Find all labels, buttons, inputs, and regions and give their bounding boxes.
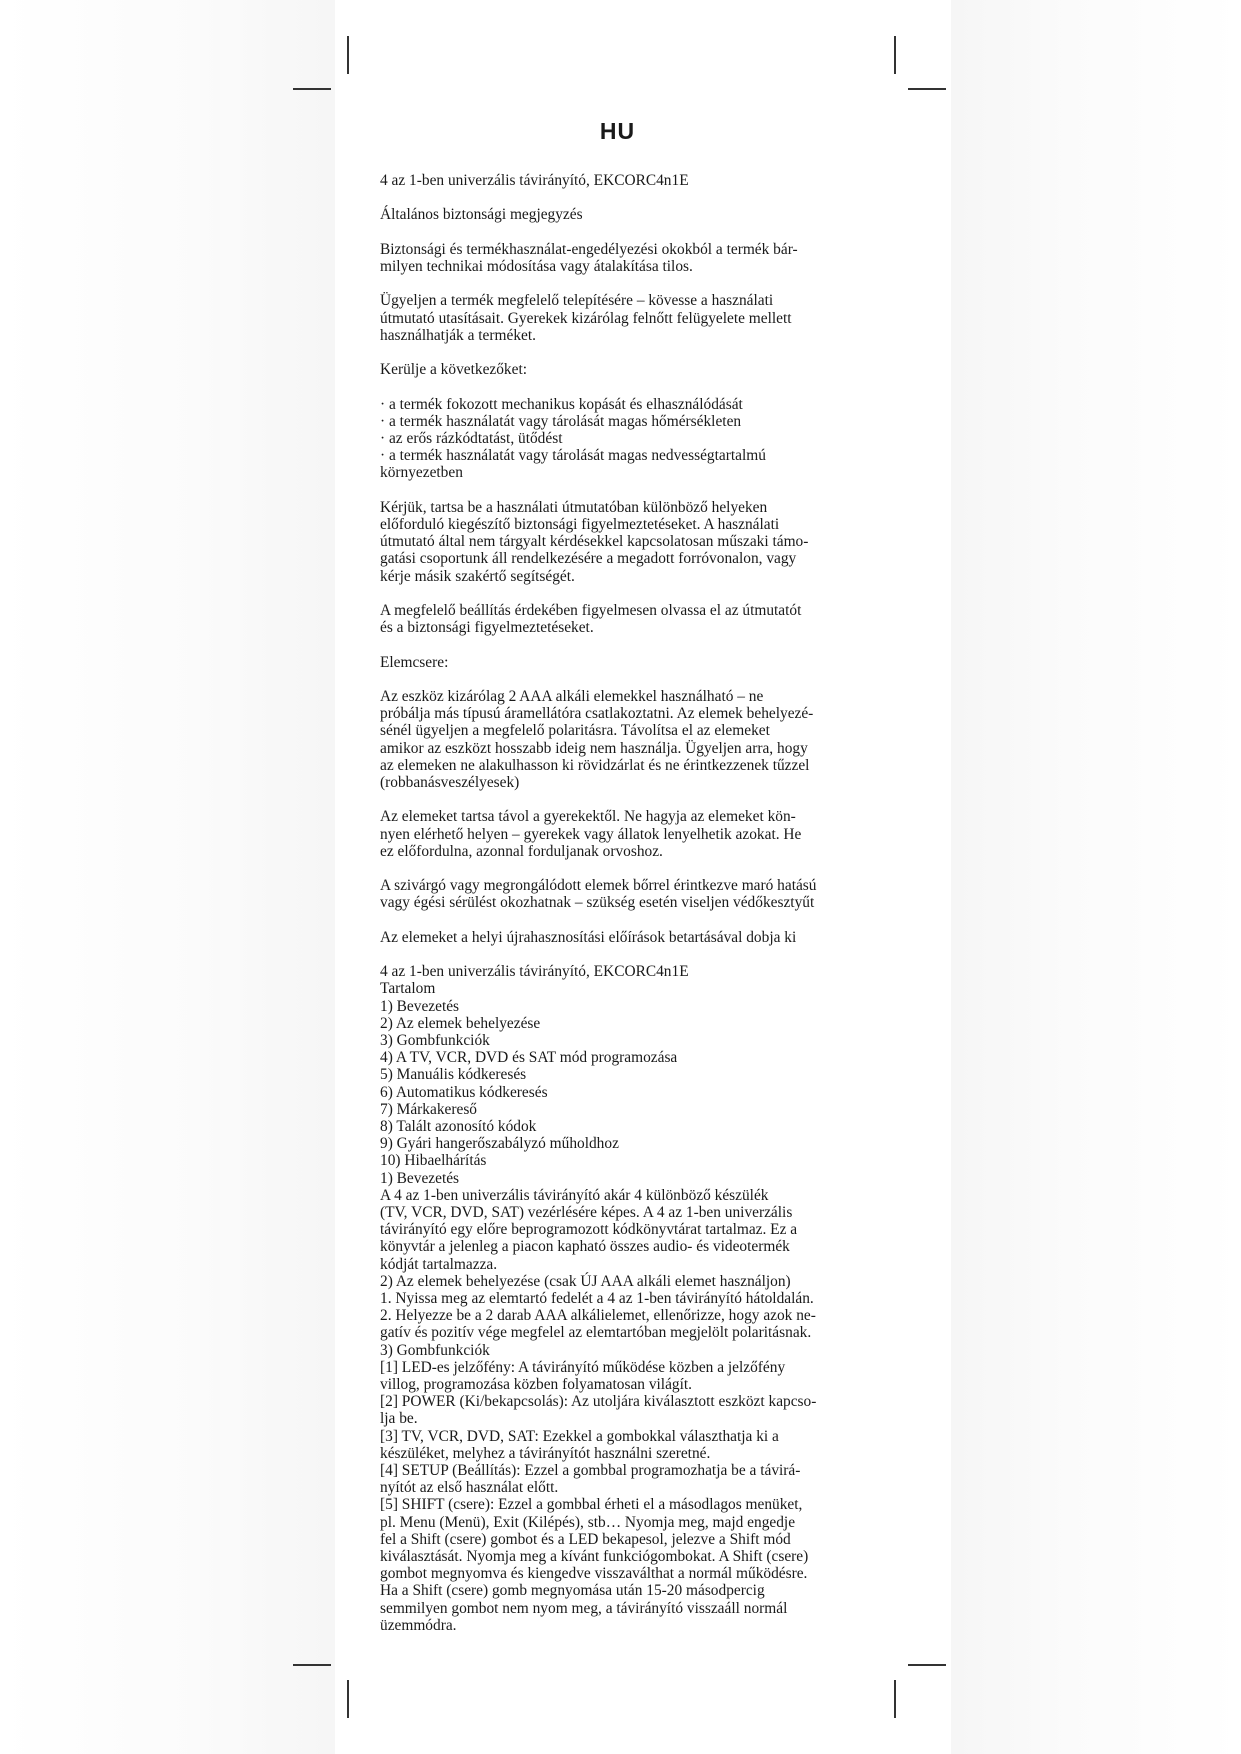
text-line: 1) Bevezetés	[380, 997, 460, 1015]
text-line: (TV, VCR, DVD, SAT) vezérlésére képes. A 4 az 1-ben univerzális	[380, 1203, 793, 1221]
text-line: · a termék használatát vagy tárolását magas nedvességtartalmú	[380, 447, 766, 465]
text-line: Biztonsági és termékhasználat-engedélyezési okokból a termék bár-	[380, 240, 798, 258]
text-line: útmutató utasításait. Gyerekek kizárólag felnőtt felügyelete mellett	[380, 309, 792, 327]
page-shadow-left	[0, 0, 335, 1754]
text-line: 5) Manuális kódkeresés	[380, 1066, 527, 1084]
text-line: A 4 az 1-ben univerzális távirányító akár 4 különböző készülék	[380, 1186, 769, 1204]
paragraph	[380, 499, 865, 585]
language-heading: HU	[599, 118, 636, 144]
text-line: 1) Bevezetés	[380, 1169, 460, 1187]
text-line: [1] LED-es jelzőfény: A távirányító működése közben a jelzőfény	[380, 1358, 786, 1376]
crop-mark-bottom-left	[347, 1680, 349, 1718]
text-line: · a termék fokozott mechanikus kopását és elhasználódását	[380, 395, 743, 413]
text-line: Ha a Shift (csere) gomb megnyomása után 15-20 másodpercig	[380, 1582, 765, 1600]
text-line: ez előfordulna, azonnal forduljanak orvoshoz.	[380, 842, 663, 860]
text-line: Tartalom	[380, 980, 436, 998]
paragraph	[380, 688, 865, 791]
text-line: 1. Nyissa meg az elemtartó fedelét a 4 az 1-ben távirányító hátoldalán.	[380, 1290, 814, 1307]
text-line: 10) Hibaelhárítás	[380, 1152, 487, 1170]
text-line: pl. Menu (Menü), Exit (Kilépés), stb… Nyomja meg, majd engedje	[380, 1513, 796, 1531]
text-line: útmutató által nem tárgyalt kérdésekkel kapcsolatosan műszaki támo-	[380, 533, 809, 551]
paragraph	[380, 241, 865, 275]
text-line: 4 az 1-ben univerzális távirányító, EKCORC4n1E	[380, 963, 689, 981]
text-line: 7) Márkakereső	[380, 1100, 478, 1118]
text-line: készüléket, melyhez a távirányítót használni szeretné.	[380, 1444, 711, 1462]
text-line: 2) Az elemek behelyezése	[380, 1014, 541, 1032]
text-line: könyvtár a jelenleg a piacon kapható összes audio- és videotermék	[380, 1238, 790, 1256]
text-line: 4 az 1-ben univerzális távirányító, EKCORC4n1E	[380, 172, 689, 189]
text-line: Kerülje a következőket:	[380, 361, 528, 379]
paragraph	[380, 877, 865, 911]
text-line: 4) A TV, VCR, DVD és SAT mód programozása	[380, 1049, 678, 1067]
paragraph	[380, 206, 865, 223]
text-line: Általános biztonsági megjegyzés	[380, 206, 583, 224]
paragraph	[380, 808, 865, 860]
page-shadow-right	[951, 0, 1241, 1754]
text-line: előforduló kiegészítő biztonsági figyelmeztetéseket. A használati	[380, 515, 780, 533]
text-line: üzemmódra.	[380, 1616, 457, 1634]
text-line: villog, programozása közben folyamatosan világít.	[380, 1376, 692, 1394]
text-line: lja be.	[380, 1410, 418, 1428]
crop-mark-top-right-horizontal	[908, 88, 946, 90]
text-line: kérje másik szakértő segítségét.	[380, 567, 575, 585]
text-line: semmilyen gombot nem nyom meg, a távirányító visszaáll normál	[380, 1599, 788, 1617]
text-line: · az erős rázkódtatást, ütődést	[380, 429, 563, 447]
text-line: próbálja más típusú áramellátóra csatlakoztatni. Az elemek behelyezé-	[380, 705, 814, 723]
text-line: használhatják a terméket.	[380, 326, 536, 344]
paragraph	[380, 929, 865, 946]
text-line: Elemcsere:	[380, 653, 449, 671]
crop-mark-top-left-horizontal	[293, 88, 331, 90]
text-line: nyen elérhető helyen – gyerekek vagy állatok lenyelhetik azokat. He	[380, 825, 802, 843]
text-line: Az eszköz kizárólag 2 AAA alkáli elemekkel használható – ne	[380, 687, 764, 705]
text-line: az elemeken ne alakulhasson ki rövidzárlat és ne érintkezzenek tűzzel	[380, 756, 810, 774]
text-line: Ügyeljen a termék megfelelő telepítésére – kövesse a használati	[380, 292, 774, 310]
text-line: 3) Gombfunkciók	[380, 1341, 490, 1359]
text-line: 8) Talált azonosító kódok	[380, 1117, 537, 1135]
text-line: 2) Az elemek behelyezése (csak ÚJ AAA alkáli elemet használjon)	[380, 1272, 791, 1290]
text-line: · a termék használatát vagy tárolását magas hőmérsékleten	[380, 412, 742, 430]
crop-mark-top-right	[894, 36, 896, 74]
text-line: amikor az eszközt hosszabb ideig nem használja. Ügyeljen arra, hogy	[380, 739, 808, 757]
crop-mark-top-left	[347, 36, 349, 74]
text-line: 3) Gombfunkciók	[380, 1031, 490, 1049]
text-line: kiválasztását. Nyomja meg a kívánt funkciógombokat. A Shift (csere)	[380, 1548, 809, 1566]
text-line: Az elemeket tartsa távol a gyerekektől. Ne hagyja az elemeket kön-	[380, 808, 796, 826]
text-line: 2. Helyezze be a 2 darab AAA alkálielemet, ellenőrizze, hogy azok ne-	[380, 1307, 816, 1325]
paragraph	[380, 654, 865, 671]
paragraph	[380, 963, 865, 1634]
text-line: [4] SETUP (Beállítás): Ezzel a gombbal programozhatja be a távirá-	[380, 1462, 801, 1480]
text-line: Kérjük, tartsa be a használati útmutatóban különböző helyeken	[380, 498, 768, 516]
text-line: sénél ügyeljen a megfelelő polaritásra. Távolítsa el az elemeket	[380, 722, 770, 740]
paragraph	[380, 292, 865, 344]
manual-text	[380, 172, 865, 1651]
text-line: [3] TV, VCR, DVD, SAT: Ezekkel a gombokkal választhatja ki a	[380, 1427, 779, 1445]
text-line: gombot megnyomva és kiengedve visszaválthat a normál működésre.	[380, 1565, 808, 1583]
paragraph	[380, 361, 865, 378]
text-line: 6) Automatikus kódkeresés	[380, 1083, 548, 1101]
text-line: A megfelelő beállítás érdekében figyelmesen olvassa el az útmutatót	[380, 601, 802, 619]
crop-mark-bottom-left-horizontal	[293, 1664, 331, 1666]
crop-mark-bottom-right-horizontal	[908, 1664, 946, 1666]
paragraph	[380, 602, 865, 636]
paragraph	[380, 172, 865, 189]
crop-mark-bottom-right	[894, 1680, 896, 1718]
text-line: kódját tartalmazza.	[380, 1255, 498, 1273]
text-line: 9) Gyári hangerőszabályzó műholdhoz	[380, 1135, 619, 1153]
text-line: távirányító egy előre beprogramozott kódkönyvtárat tartalmaz. Ez a	[380, 1221, 798, 1239]
text-line: A szivárgó vagy megrongálódott elemek bőrrel érintkezve maró hatású	[380, 877, 817, 895]
text-line: gatív és pozitív vége megfelel az elemtartóban megjelölt polaritásnak.	[380, 1324, 812, 1342]
text-line: (robbanásveszélyesek)	[380, 773, 520, 791]
text-line: környezetben	[380, 464, 463, 482]
paragraph	[380, 396, 865, 482]
text-line: vagy égési sérülést okozhatnak – szükség esetén viseljen védőkesztyűt	[380, 894, 815, 912]
text-line: gatási csoportunk áll rendelkezésére a megadott forróvonalon, vagy	[380, 550, 797, 568]
text-line: milyen technikai módosítása vagy átalakítása tilos.	[380, 257, 693, 275]
text-line: Az elemeket a helyi újrahasznosítási előírások betartásával dobja ki	[380, 928, 797, 946]
text-line: nyítót az első használat előtt.	[380, 1479, 559, 1497]
text-line: és a biztonsági figyelmeztetéseket.	[380, 619, 594, 637]
text-line: fel a Shift (csere) gombot és a LED bekapesol, jelezve a Shift mód	[380, 1530, 791, 1548]
text-line: [2] POWER (Ki/bekapcsolás): Az utoljára kiválasztott eszközt kapcso-	[380, 1393, 817, 1411]
text-line: [5] SHIFT (csere): Ezzel a gombbal érheti el a másodlagos menüket,	[380, 1496, 803, 1514]
